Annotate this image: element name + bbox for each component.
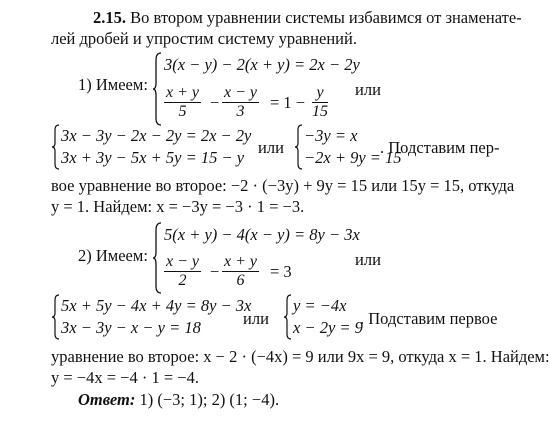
part2-after-system: . Подставим первое — [360, 309, 498, 328]
part2-system-1 — [152, 222, 382, 294]
part1-system-2 — [51, 124, 261, 170]
part1-sys3-eq1: −3y = x — [304, 126, 358, 145]
part2-sys2-eq2: 3x − 3y − x − y = 18 — [61, 318, 201, 337]
brace-icon — [51, 124, 60, 170]
part1-line-a: вое уравнение во второе: −2 · (−3y) + 9y = 15 или 15y = 15, откуда — [51, 176, 515, 195]
frac-denominator: 3 — [236, 103, 245, 120]
part1-sys1-eq1: 3(x − y) − 2(x + y) = 2x − 2y — [164, 55, 360, 74]
frac-numerator: x − y — [166, 253, 199, 270]
frac-denominator: 15 — [312, 103, 328, 120]
part1-after-system: . Подставим пер- — [380, 138, 500, 157]
part1-sys2-eq2: 3x + 3y − 5x + 5y = 15 − y — [61, 148, 245, 167]
part1-sys1-eq: = 1 − — [270, 93, 306, 112]
brace-icon — [294, 124, 303, 170]
part1-label: 1) Имеем: — [78, 75, 148, 94]
answer-text: 1) (−3; 1); 2) (1; −4). — [139, 390, 280, 409]
part2-sys1-frac2 — [222, 253, 259, 290]
brace-icon — [283, 294, 292, 340]
part2-label: 2) Имеем: — [78, 246, 148, 265]
part1-sys1-frac2 — [222, 84, 259, 121]
part1-or-2: или — [258, 138, 284, 157]
part2-sys1-frac1 — [164, 253, 201, 290]
part2-sys1-eq: = 3 — [270, 262, 292, 281]
part1-sys1-frac1 — [164, 84, 201, 121]
problem-heading — [93, 8, 522, 28]
part1-sys3-eq2: −2x + 9y = 15 — [304, 148, 402, 167]
frac-numerator: x + y — [166, 84, 199, 101]
frac-denominator: 2 — [178, 272, 187, 289]
brace-icon — [152, 52, 162, 126]
part2-or-1: или — [355, 250, 381, 269]
frac-denominator: 6 — [236, 272, 245, 289]
intro-line-2: лей дробей и упростим систему уравнений. — [51, 29, 357, 48]
brace-icon — [152, 222, 162, 294]
part1-system-1 — [152, 52, 382, 126]
part2-system-3 — [283, 294, 363, 340]
part1-system-3 — [294, 124, 402, 170]
frac-numerator: x − y — [224, 84, 257, 101]
part1-line-b: y = 1. Найдем: x = −3y = −3 · 1 = −3. — [51, 197, 305, 216]
part2-sys3-eq1: y = −4x — [293, 296, 347, 315]
problem-number: 2.15. — [93, 8, 126, 27]
part2-sys1-minus: − — [210, 262, 220, 281]
part1-sys1-minus: − — [210, 93, 220, 112]
part1-or-1: или — [355, 80, 381, 99]
part1-sys1-frac3 — [312, 84, 328, 121]
frac-denominator: 5 — [178, 103, 187, 120]
part2-or-2: или — [243, 309, 269, 328]
part2-sys3-eq2: x − 2y = 9 — [293, 318, 363, 337]
part2-sys2-eq1: 5x + 5y − 4x + 4y = 8y − 3x — [61, 296, 252, 315]
answer-label: Ответ: — [78, 390, 136, 409]
part2-line-a: уравнение во второе: x − 2 · (−4x) = 9 или 9x = 9, откуда x = 1. Найдем: — [51, 347, 550, 366]
intro-line-1: Во втором уравнении системы избавимся от знаменате- — [130, 8, 522, 27]
part2-line-b: y = −4x = −4 · 1 = −4. — [51, 368, 199, 387]
frac-numerator: y — [312, 84, 328, 103]
part1-sys2-eq1: 3x − 3y − 2x − 2y = 2x − 2y — [61, 126, 252, 145]
brace-icon — [51, 294, 60, 340]
frac-numerator: x + y — [224, 253, 257, 270]
part2-sys1-eq1: 5(x + y) − 4(x − y) = 8y − 3x — [164, 225, 360, 244]
answer-line — [78, 390, 279, 410]
part2-system-2 — [51, 294, 261, 340]
